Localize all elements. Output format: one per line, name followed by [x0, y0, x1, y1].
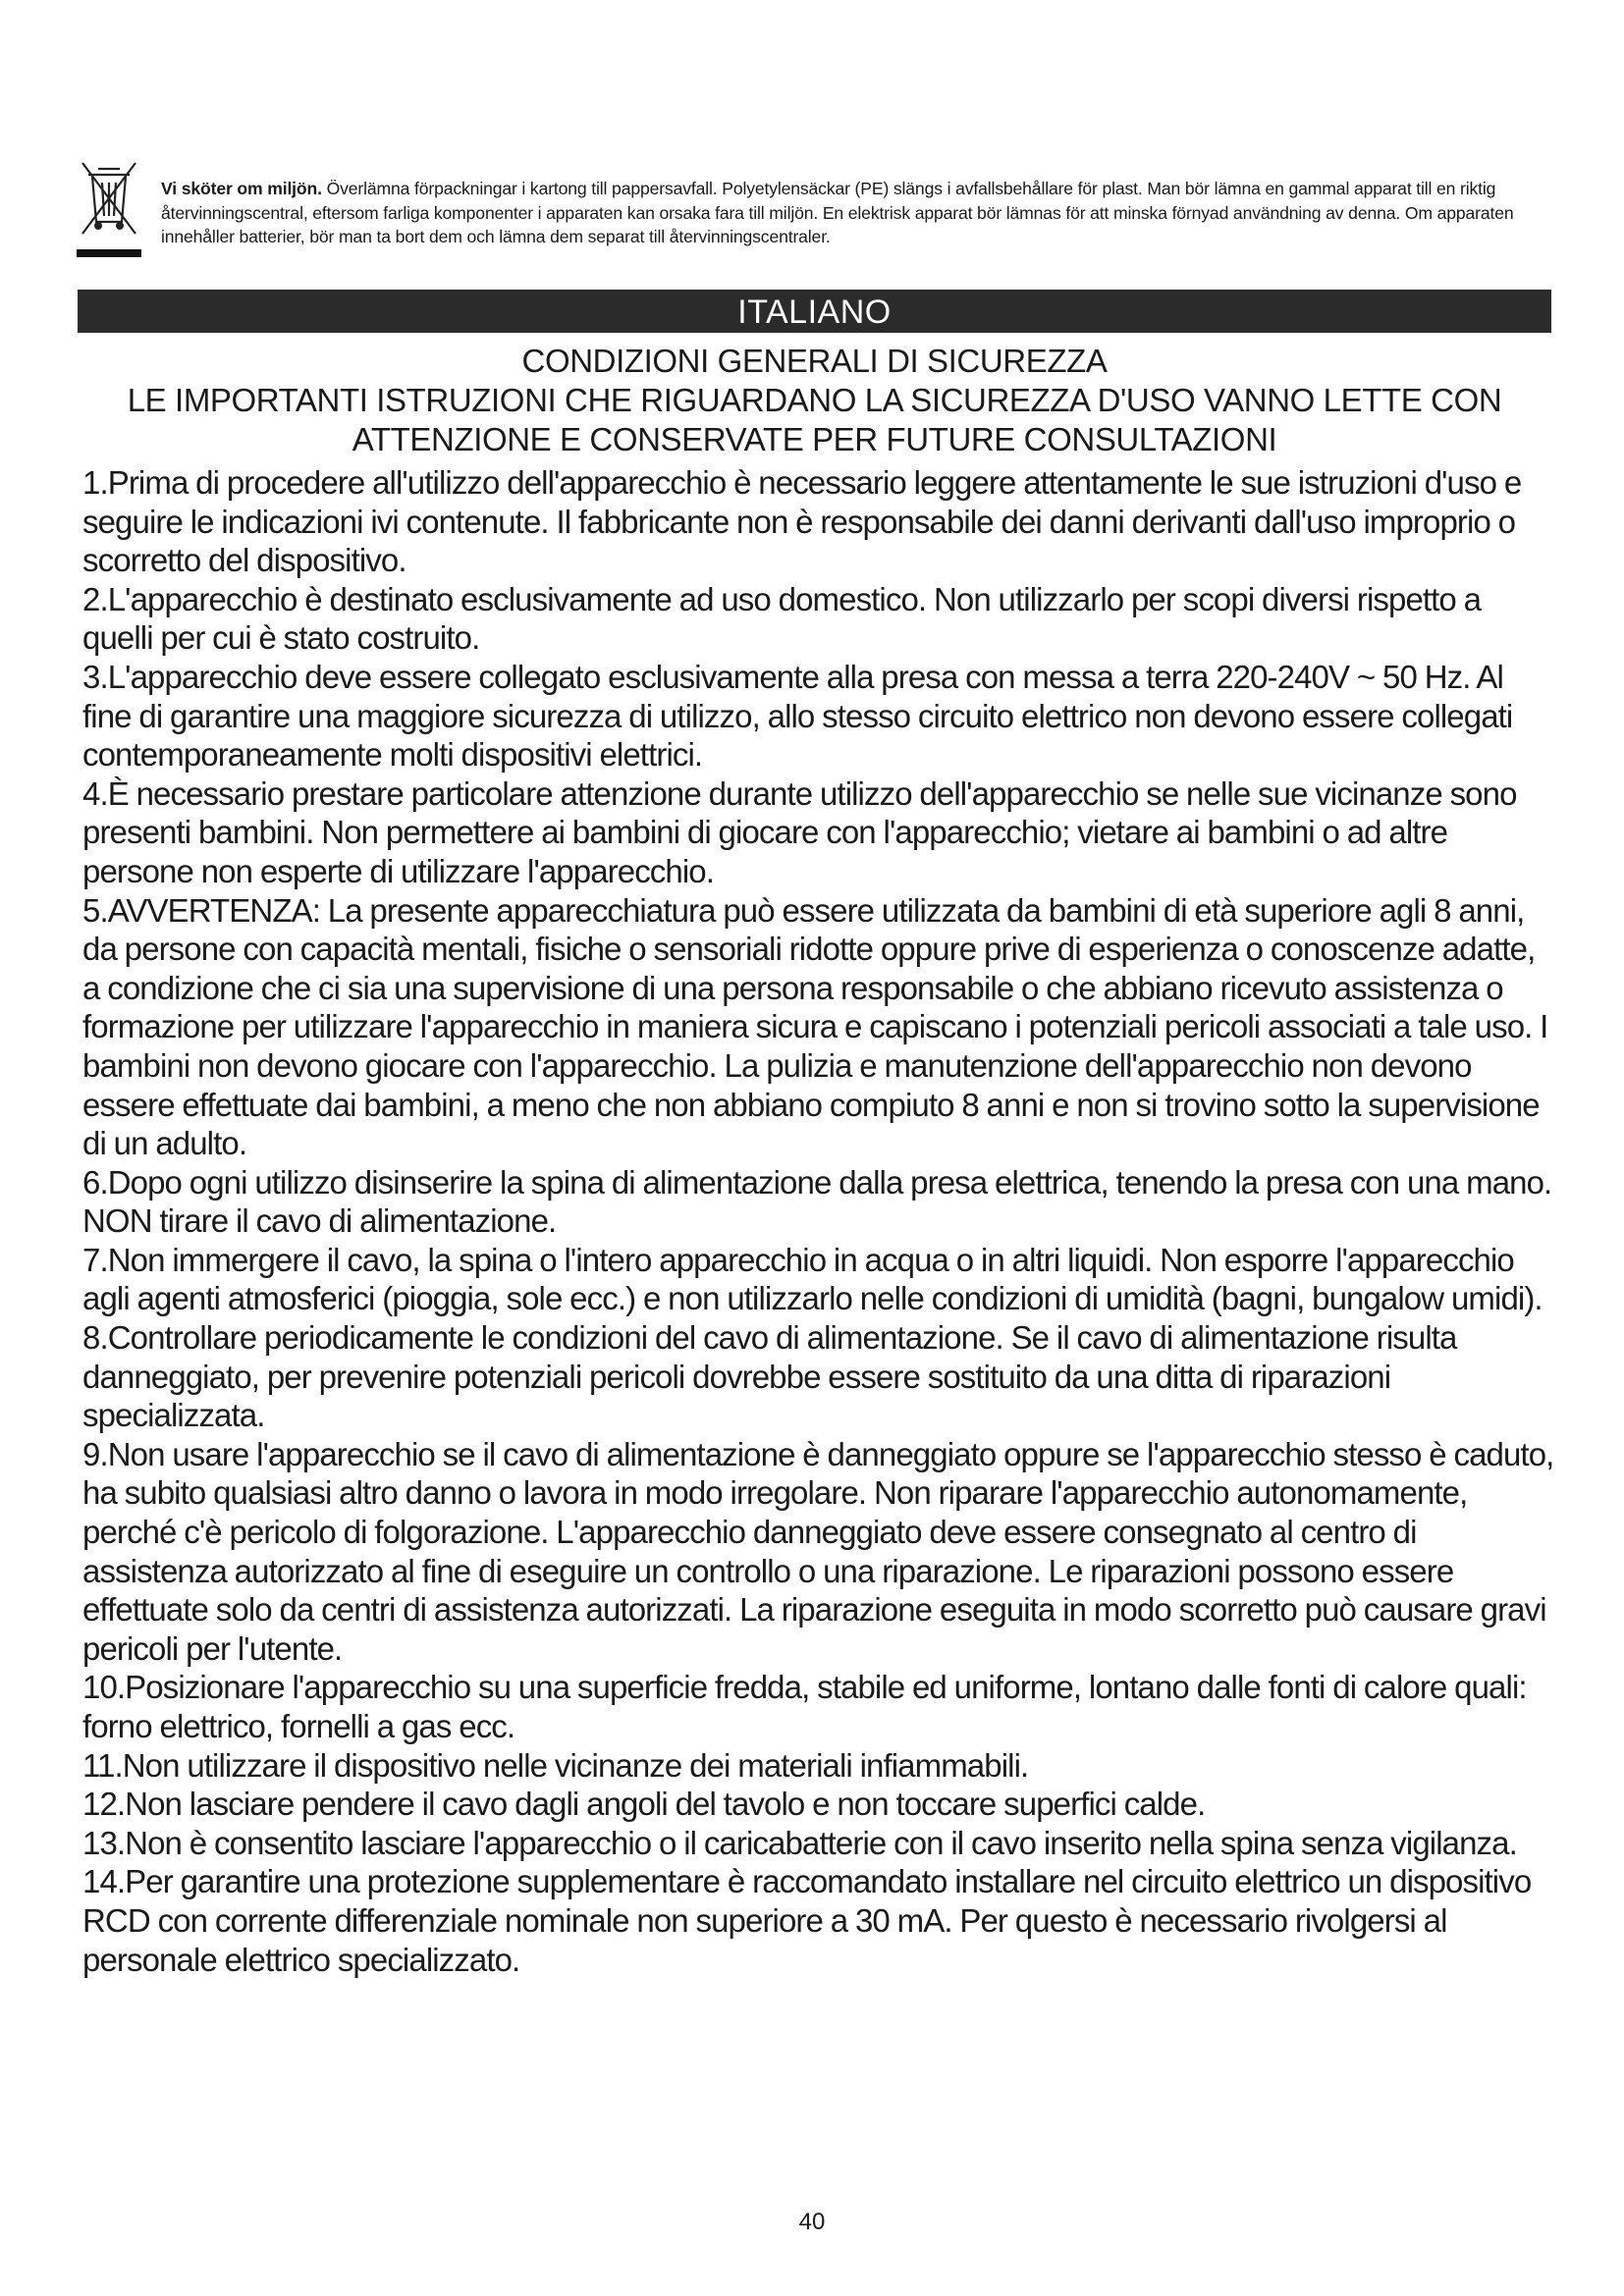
instruction-item: 7.Non immergere il cavo, la spina o l'intero apparecchio in acqua o in altri liquidi. Non esporre l'apparecchio agli agenti atmosferici (pioggia, sole ecc.) e non utilizzarlo nelle condizioni di umidità (bagni, bungalow umidi).: [82, 1241, 1543, 1317]
instruction-item: 6.Dopo ogni utilizzo disinserire la spina di alimentazione dalla presa elettrica, tenendo la presa con una mano. NON tirare il cavo di alimentazione.: [82, 1163, 1552, 1240]
instruction-item: 14.Per garantire una protezione supplementare è raccomandato installare nel circuito elettrico un dispositivo RCD con corrente differenziale nominale non superiore a 30 mA. Per questo è necessario rivolgersi al personale elettrico specializzato.: [82, 1863, 1532, 1978]
heading-subtitle: LE IMPORTANTI ISTRUZIONI CHE RIGUARDANO LA SICUREZZA D'USO VANNO LETTE CON ATTENZIONE E CONSERVATE PER FUTURE CONSULTAZIONI: [127, 382, 1502, 457]
environment-text: [161, 177, 1555, 249]
environment-notice: [77, 155, 1554, 263]
language-header: ITALIANO: [78, 290, 1551, 333]
instruction-item: 4.È necessario prestare particolare attenzione durante utilizzo dell'apparecchio se nelle sue vicinanze sono presenti bambini. Non permettere ai bambini di giocare con l'apparecchio; vietare ai bambini o ad altre persone non esperte di utilizzare l'apparecchio.: [82, 774, 1517, 889]
instructions-list: [82, 463, 1555, 1979]
section-headings: [78, 342, 1551, 459]
instruction-item: 11.Non utilizzare il dispositivo nelle vicinanze dei materiali infiammabili.: [82, 1746, 1029, 1784]
environment-body: Överlämna förpackningar i kartong till pappersavfall. Polyetylensäckar (PE) slängs i avfallsbehållare för plast. Man bör lämna en gammal apparat till en riktig återvinningscentral, eftersom farliga komponenter i apparaten kan orsaka fara till miljön. En elektrisk apparat bör lämnas för att minska förnyad användning av denna. Om apparaten innehåller batterier, bör man ta bort dem och lämna dem separat till återvinningscentraler.: [161, 179, 1514, 246]
instruction-item: 5.AVVERTENZA: La presente apparecchiatura può essere utilizzata da bambini di età superiore agli 8 anni, da persone con capacità mentali, fisiche o sensoriali ridotte oppure prive di esperienza o conoscenze adatte, a condizione che ci sia una supervisione di una persona responsabile o che abbiano ricevuto assistenza o formazione per utilizzare l'apparecchio in maniera sicura e capiscano i potenziali pericoli associati a tale uso. I bambini non devono giocare con l'apparecchio. La pulizia e manutenzione dell'apparecchio non devono essere effettuate dai bambini, a meno che non abbiano compiuto 8 anni e non si trovino sotto la supervisione di un adulto.: [82, 891, 1548, 1162]
environment-lead: Vi sköter om miljön.: [161, 179, 322, 198]
instruction-item: 2.L'apparecchio è destinato esclusivamente ad uso domestico. Non utilizzarlo per scopi diversi rispetto a quelli per cui è stato costruito.: [82, 580, 1482, 657]
instruction-item: 3.L'apparecchio deve essere collegato esclusivamente alla presa con messa a terra 220-240V ~ 50 Hz. Al fine di garantire una maggiore sicurezza di utilizzo, allo stesso circuito elettrico non devono essere collegati contemporaneamente molti dispositivi elettrici.: [82, 658, 1513, 774]
crossed-out-wheelie-bin-icon: [77, 155, 141, 261]
instruction-item: 9.Non usare l'apparecchio se il cavo di alimentazione è danneggiato oppure se l'apparecchio stesso è caduto, ha subito qualsiasi altro danno o lavora in modo irregolare. Non riparare l'apparecchio autonomamente, perché c'è pericolo di folgorazione. L'apparecchio danneggiato deve essere consegnato al centro di assistenza autorizzato al fine di eseguire un controllo o una riparazione. Le riparazioni possono essere effettuate solo da centri di assistenza autorizzati. La riparazione eseguita in modo scorretto può causare gravi pericoli per l'utente.: [82, 1435, 1554, 1667]
instruction-item: 13.Non è consentito lasciare l'apparecchio o il caricabatterie con il cavo inserito nella spina senza vigilanza.: [82, 1824, 1517, 1861]
instruction-item: 8.Controllare periodicamente le condizioni del cavo di alimentazione. Se il cavo di alimentazione risulta danneggiato, per prevenire potenziali pericoli dovrebbe essere sostituito da una ditta di riparazioni specializzata.: [82, 1319, 1457, 1434]
heading-title: CONDIZIONI GENERALI DI SICUREZZA: [521, 343, 1108, 379]
instruction-item: 12.Non lasciare pendere il cavo dagli angoli del tavolo e non toccare superfici calde.: [82, 1786, 1206, 1823]
page-number: 40: [798, 2209, 826, 2235]
instruction-item: 1.Prima di procedere all'utilizzo dell'apparecchio è necessario leggere attentamente le sue istruzioni d'uso e seguire le indicazioni ivi contenute. Il fabbricante non è responsabile dei danni derivanti dall'uso improprio o scorretto del dispositivo.: [82, 464, 1522, 579]
instruction-item: 10.Posizionare l'apparecchio su una superficie fredda, stabile ed uniforme, lontano dalle fonti di calore quali: forno elettrico, fornelli a gas ecc.: [82, 1669, 1527, 1744]
